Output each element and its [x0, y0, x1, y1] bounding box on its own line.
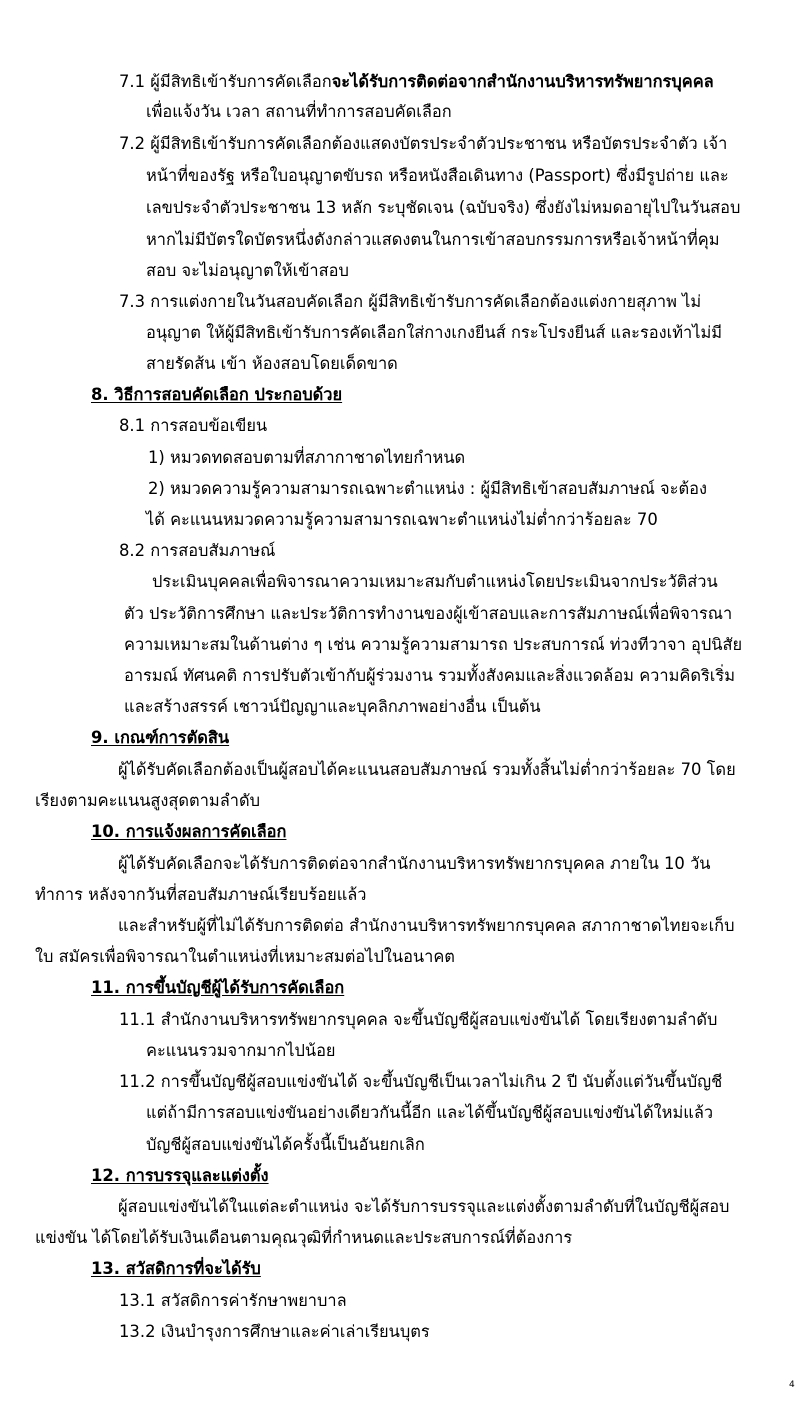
item-8-2-text-line-1: ประเมินบุคคลเพื่อพิจารณาความเหมาะสมกับตำแหน่งโดยประเมินจากประวัติส่วน	[152, 572, 718, 591]
section-9-heading: 9. เกณฑ์การตัดสิน	[91, 728, 230, 747]
item-8-2-text-line-4: อารมณ์ ทัศนคติ การปรับตัวเข้ากับผู้ร่วมงาน รวมทั้งสังคมและสิ่งแวดล้อม ความคิดริเริ่ม	[124, 666, 735, 685]
section-10-p2-line-1: และสำหรับผู้ที่ไม่ได้รับการติดต่อ สำนักงานบริหารทรัพยากรบุคคล สภากาชาดไทยจะเก็บ	[118, 916, 735, 935]
item-7-3-line-3: สายรัดส้น เข้า ห้องสอบโดยเด็ดขาด	[146, 354, 398, 373]
item-8-1: 8.1 การสอบข้อเขียน	[119, 416, 268, 435]
section-13-heading: 13. สวัสดิการที่จะได้รับ	[91, 1259, 261, 1278]
item-7-2-line-3: เลขประจำตัวประชาชน 13 หลัก ระบุชัดเจน (ฉบับจริง) ซึ่งยังไม่หมดอายุไปในวันสอบ	[146, 198, 741, 217]
item-8-2-text-line-3: ความเหมาะสมในด้านต่าง ๆ เช่น ความรู้ความสามารถ ประสบการณ์ ท่วงทีวาจา อุปนิสัย	[124, 635, 743, 654]
item-11-1-line-2: คะแนนรวมจากมากไปน้อย	[146, 1041, 336, 1060]
section-12-text-line-2: แข่งขัน ได้โดยได้รับเงินเดือนตามคุณวุฒิที่กำหนดและประสบการณ์ที่ต้องการ	[35, 1228, 573, 1247]
item-7-1-line-2: เพื่อแจ้งวัน เวลา สถานที่ทำการสอบคัดเลือก	[146, 102, 452, 121]
item-8-2: 8.2 การสอบสัมภาษณ์	[119, 541, 276, 560]
item-13-1: 13.1 สวัสดิการค่ารักษาพยาบาล	[119, 1291, 347, 1310]
section-8-heading: 8. วิธีการสอบคัดเลือก ประกอบด้วย	[91, 385, 343, 404]
item-8-1-2-line-2: ได้ คะแนนหมวดความรู้ความสามารถเฉพาะตำแหน่งไม่ต่ำกว่าร้อยละ 70	[146, 510, 658, 529]
section-9-text-line-1: ผู้ได้รับคัดเลือกต้องเป็นผู้สอบได้คะแนนสอบสัมภาษณ์ รวมทั้งสิ้นไม่ต่ำกว่าร้อยละ 70 โดย	[118, 760, 736, 779]
item-7-1-text: ผู้มีสิทธิเข้ารับการคัดเลือก	[150, 72, 332, 91]
item-8-2-text-line-2: ตัว ประวัติการศึกษา และประวัติการทำงานของผู้เข้าสอบและการสัมภาษณ์เพื่อพิจารณา	[124, 604, 733, 623]
item-11-1-line-1: 11.1 สำนักงานบริหารทรัพยากรบุคคล จะขึ้นบัญชีผู้สอบแข่งขันได้ โดยเรียงตามลำดับ	[119, 1010, 718, 1029]
section-10-p2-line-2: ใบ สมัครเพื่อพิจารณาในตำแหน่งที่เหมาะสมต่อไปในอนาคต	[35, 947, 455, 966]
section-12-heading: 12. การบรรจุและแต่งตั้ง	[91, 1166, 269, 1185]
item-7-3-line-2: อนุญาต ให้ผู้มีสิทธิเข้ารับการคัดเลือกใส่กางเกงยีนส์ กระโปรงยีนส์ และรองเท้าไม่มี	[146, 323, 723, 342]
item-7-1-line-1	[119, 71, 714, 93]
item-7-3-line-1: 7.3 การแต่งกายในวันสอบคัดเลือก ผู้มีสิทธิเข้ารับการคัดเลือกต้องแต่งกายสุภาพ ไม่	[119, 292, 702, 311]
item-7-2-line-1: 7.2 ผู้มีสิทธิเข้ารับการคัดเลือกต้องแสดงบัตรประจำตัวประชาชน หรือบัตรประจำตัว เจ้า	[119, 134, 728, 153]
item-7-2-line-4: หากไม่มีบัตรใดบัตรหนึ่งดังกล่าวแสดงตนในการเข้าสอบกรรมการหรือเจ้าหน้าที่คุม	[146, 230, 720, 249]
item-8-2-text-line-5: และสร้างสรรค์ เชาวน์ปัญญาและบุคลิกภาพอย่างอื่น เป็นต้น	[124, 697, 541, 716]
item-11-2-line-3: บัญชีผู้สอบแข่งขันได้ครั้งนี้เป็นอันยกเลิก	[146, 1135, 425, 1154]
section-11-heading: 11. การขึ้นบัญชีผู้ได้รับการคัดเลือก	[91, 978, 345, 997]
section-9-text-line-2: เรียงตามคะแนนสูงสุดตามลำดับ	[35, 791, 261, 810]
item-11-2-line-2: แต่ถ้ามีการสอบแข่งขันอย่างเดียวกันนี้อีก และได้ขึ้นบัญชีผู้สอบแข่งขันได้ใหม่แล้ว	[146, 1103, 714, 1122]
section-10-heading: 10. การแจ้งผลการคัดเลือก	[91, 822, 287, 841]
item-13-2: 13.2 เงินบำรุงการศึกษาและค่าเล่าเรียนบุตร	[119, 1322, 430, 1341]
item-8-1-2-line-1: 2) หมวดความรู้ความสามารถเฉพาะตำแหน่ง : ผู้มีสิทธิเข้าสอบสัมภาษณ์ จะต้อง	[148, 479, 707, 498]
section-10-p1-line-2: ทำการ หลังจากวันที่สอบสัมภาษณ์เรียบร้อยแล้ว	[35, 885, 367, 904]
page-number: 4	[789, 1380, 795, 1390]
section-12-text-line-1: ผู้สอบแข่งขันได้ในแต่ละตำแหน่ง จะได้รับการบรรจุและแต่งตั้งตามลำดับที่ในบัญชีผู้สอบ	[118, 1197, 730, 1216]
section-10-p1-line-1: ผู้ได้รับคัดเลือกจะได้รับการติดต่อจากสำนักงานบริหารทรัพยากรบุคคล ภายใน 10 วัน	[118, 854, 711, 873]
item-7-1-bold-text: จะได้รับการติดต่อจากสำนักงานบริหารทรัพยากรบุคคล	[331, 72, 714, 91]
item-7-2-line-2: หน้าที่ของรัฐ หรือใบอนุญาตขับรถ หรือหนังสือเดินทาง (Passport) ซึ่งมีรูปถ่าย และ	[146, 166, 729, 185]
item-11-2-line-1: 11.2 การขึ้นบัญชีผู้สอบแข่งขันได้ จะขึ้นบัญชีเป็นเวลาไม่เกิน 2 ปี นับตั้งแต่วันขึ้นบัญชี	[119, 1072, 723, 1091]
item-8-1-1: 1) หมวดทดสอบตามที่สภากาชาดไทยกำหนด	[148, 448, 466, 467]
item-7-1-number: 7.1	[119, 72, 151, 91]
item-7-2-line-5: สอบ จะไม่อนุญาตให้เข้าสอบ	[146, 261, 349, 280]
